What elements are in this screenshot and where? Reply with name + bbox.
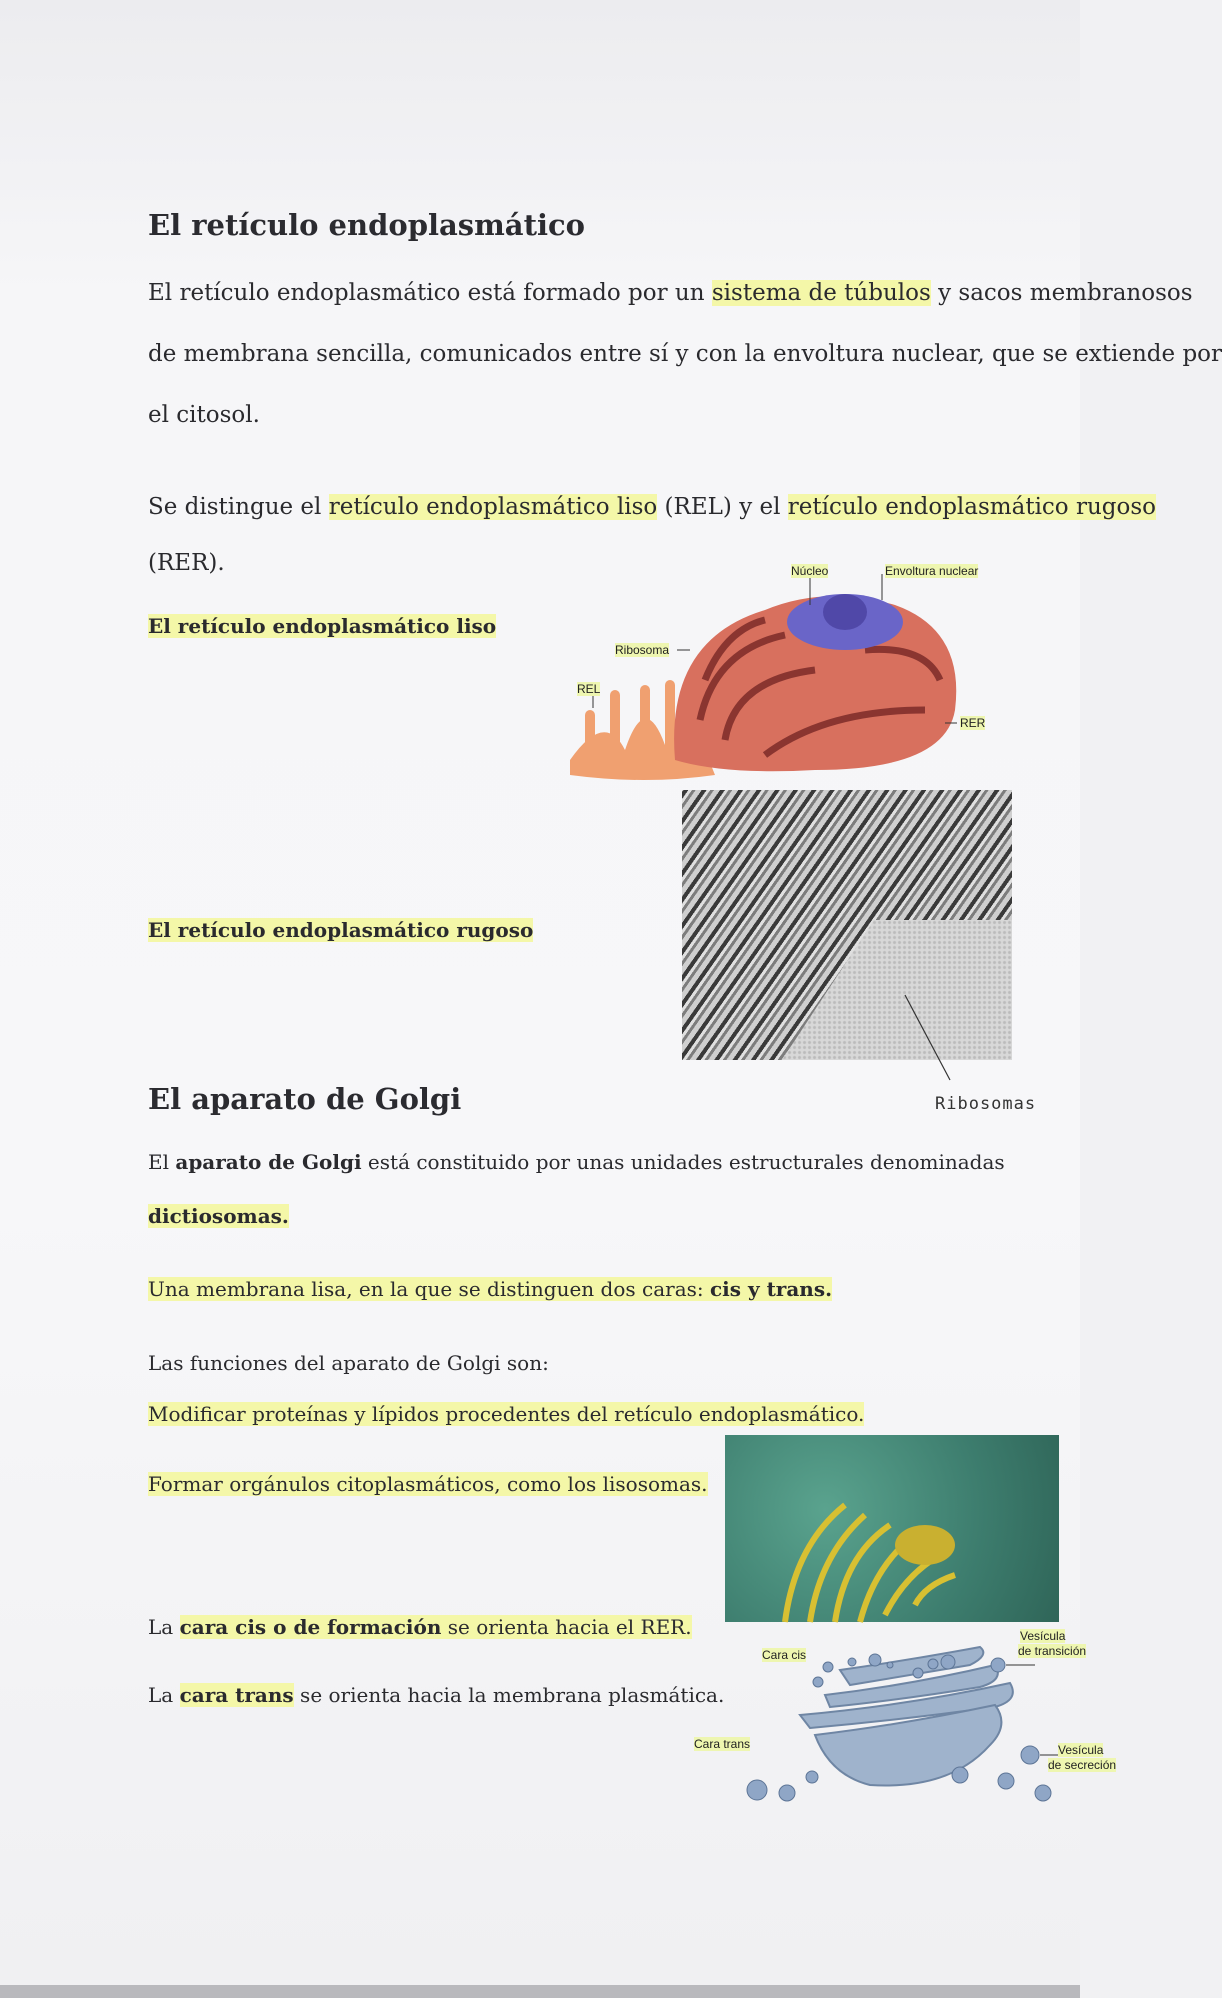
label-vesicula-secrecion-1: Vesícula: [1058, 1743, 1104, 1757]
highlight-rel: retículo endoplasmático liso: [328, 494, 658, 520]
rer-label: [148, 918, 533, 942]
golgi-function-1: [148, 1402, 864, 1426]
annotation-line: [900, 990, 960, 1090]
handwritten-ribosomas: Ribosomas: [935, 1094, 1037, 1114]
label-nucleo: Núcleo: [791, 564, 829, 578]
text: cara trans: [179, 1683, 294, 1707]
nucleolus: [823, 594, 867, 630]
golgi-diagram: [690, 1625, 1117, 1785]
text: cis y trans.: [709, 1277, 833, 1301]
label-rel: REL: [577, 682, 601, 696]
text: La: [148, 1683, 180, 1707]
label-cara-cis: Cara cis: [762, 1648, 807, 1662]
label-cara-trans: Cara trans: [694, 1737, 751, 1751]
label-rer: RER: [960, 716, 986, 730]
text: se orienta hacia la membrana plasmática.: [293, 1683, 725, 1707]
cara-cis-line: [148, 1615, 692, 1639]
golgi-micrograph: [725, 1435, 1059, 1622]
label-vesicula-transicion-2: de transición: [1018, 1644, 1087, 1658]
er-diagram: [565, 560, 1005, 785]
er-types-line-2: (RER).: [148, 550, 225, 576]
label-vesicula-secrecion-2: de secreción: [1048, 1758, 1117, 1772]
er-illustration: [565, 560, 1005, 785]
text: Modificar proteínas y lípidos procedentes del retículo endoplasmático.: [148, 1402, 865, 1426]
text: dictiosomas.: [148, 1204, 289, 1228]
text: hacia el RER.: [555, 1615, 692, 1639]
text: La: [148, 1615, 180, 1639]
text: está constituido por unas unidades estructurales denominadas: [361, 1150, 1005, 1174]
er-paragraph-line-1: [148, 280, 1193, 306]
text: El retículo endoplasmático liso: [148, 614, 497, 638]
text: cara cis o de formación: [179, 1615, 442, 1639]
text: El retículo endoplasmático está formado por un: [148, 280, 712, 306]
heading-reticulo: El retículo endoplasmático: [148, 208, 586, 242]
text: (REL) y el: [657, 494, 788, 520]
heading-golgi: El aparato de Golgi: [148, 1082, 462, 1116]
er-paragraph-line-2: de membrana sencilla, comunicados entre sí y con la envoltura nuclear, que se extiende por: [148, 341, 1222, 367]
er-types-line: [148, 494, 1156, 520]
cara-trans-line: [148, 1683, 724, 1707]
label-vesicula-transicion-1: Vesícula: [1020, 1629, 1066, 1643]
label-ribosoma: Ribosoma: [615, 643, 670, 657]
cytosol-region: [782, 920, 1012, 1060]
text: Se distingue el: [148, 494, 329, 520]
golgi-paragraph-line-2: [148, 1204, 289, 1228]
golgi-functions-intro: Las funciones del aparato de Golgi son:: [148, 1351, 549, 1375]
text: y sacos membranosos: [930, 280, 1193, 306]
er-paragraph-line-3: el citosol.: [148, 402, 260, 428]
golgi-paragraph-line-1: [148, 1150, 1005, 1174]
golgi-membrane-line: [148, 1277, 832, 1301]
text: aparato de Golgi: [175, 1150, 362, 1174]
rel-label: [148, 614, 496, 638]
golgi-function-2: [148, 1472, 708, 1496]
golgi-micrograph-stacks: [725, 1435, 1059, 1622]
label-envoltura-nuclear: Envoltura nuclear: [885, 564, 979, 578]
text: El: [148, 1150, 176, 1174]
rer-micrograph: [682, 790, 1012, 1060]
text: se orienta: [441, 1615, 556, 1639]
page-edge: [0, 1985, 1080, 1998]
text: Una membrana lisa, en la que se distinguen dos caras:: [148, 1277, 710, 1301]
highlight-rer: retículo endoplasmático rugoso: [787, 494, 1156, 520]
text: Formar orgánulos citoplasmáticos, como los lisosomas.: [148, 1472, 708, 1496]
text: El retículo endoplasmático rugoso: [148, 918, 534, 942]
highlight-tubulos: sistema de túbulos: [711, 280, 931, 306]
